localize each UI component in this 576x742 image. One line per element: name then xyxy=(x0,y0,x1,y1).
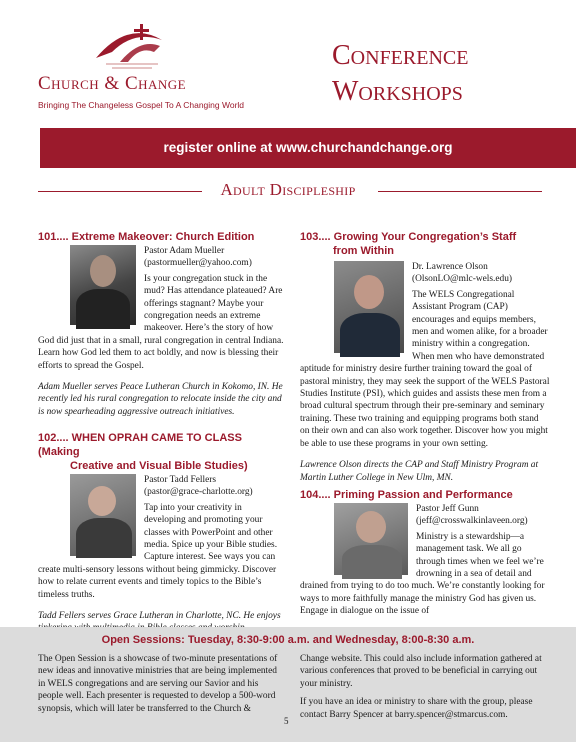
page-heading-line2: Workshops xyxy=(332,76,463,107)
presenter-bio: Tadd Fellers serves Grace Lutheran in Charlotte, NC. He enjoys xyxy=(38,611,281,622)
workshop-title-line1: 103.... Growing Your Congregation’s Staff xyxy=(300,231,517,243)
presenter-name: Pastor Jeff Gunn xyxy=(416,504,479,514)
workshop-title-line2: Creative and Visual Bible Studies) xyxy=(70,460,248,472)
section-heading: Adult Discipleship xyxy=(220,180,356,199)
workshop-description: Ministry is a stewardship—a management task. We all go through times when we feel we’re drowning in a sea of detail and drained from trying to do too much. We’re constantly looking for ways to more faithfully manage the ministry God has given us. Engage in dialogue on the issue of xyxy=(300,531,545,617)
workshop-title: 101.... Extreme Makeover: Church Edition xyxy=(38,231,255,243)
presenter-email: (jeff@crosswalkinlaveen.org) xyxy=(416,516,528,527)
open-sessions-text-right xyxy=(300,653,552,721)
presenter-email: (pastormueller@yahoo.com) xyxy=(144,258,252,269)
page-heading-line1: Conference xyxy=(332,40,469,71)
open-sessions-text-left: The Open Session is a showcase of two-minute presentations of new ideas and innovative ministries that are being implemented in WELS congregations and are serving our Savior and his people well. Each presenter is requested to develop a 500-word synopsis, which will later be transferred to the Church & xyxy=(38,654,278,714)
presenter-photo xyxy=(70,245,136,325)
workshop-title-line1: 102.... WHEN OPRAH CAME TO CLASS (Making xyxy=(38,432,242,458)
church-and-change-logo-icon xyxy=(88,18,168,75)
org-tagline: Bringing The Changeless Gospel To A Changing World xyxy=(38,100,245,110)
workshop-104 xyxy=(300,488,550,627)
workshop-102 xyxy=(38,431,284,635)
presenter-name: Dr. Lawrence Olson xyxy=(412,262,488,272)
register-banner xyxy=(40,128,576,168)
workshop-description: The WELS Congregational Assistant Program (CAP) encourages and equips members, men and women alike, for a broader ministry within a congregation. When men who have demonstrated aptitude for ministry desire further training toward the goal of pastoral ministry, they may seek the support of the WELS Pastoral Studies Institute (PSI), which guides and assists these men from a broad cultural spectrum through their pre-seminary and seminary training. These two training and equipping programs both stand on their own and can also work together. Discover how you might be able to use these programs in your own setting. xyxy=(300,289,550,449)
workshop-title-line2: from Within xyxy=(333,245,394,257)
presenter-photo xyxy=(70,474,136,556)
open-sessions-contact: If you have an idea or ministry to share with the group, please contact Barry Spencer at barry.spencer@stmarcus.com. xyxy=(300,697,533,720)
open-sessions-heading: Open Sessions: Tuesday, 8:30-9:00 a.m. and Wednesday, 8:00-8:30 a.m. xyxy=(101,634,475,646)
presenter-email: (pastor@grace-charlotte.org) xyxy=(144,487,253,498)
workshop-description: Is your congregation stuck in the mud? Has attendance plateaued? Are offerings stagnant? Maybe your congregation needs an extreme makeover. Here’s the story of how God did just that in a small, rural congregation in central Indiana. Learn how God led them to act boldly, and now is blessing their efforts to spread the Gospel. xyxy=(38,273,284,371)
workshop-description: Tap into your creativity in developing and promoting your classes with PowerPoint and other media. Spice up your Bible studies. Capture interest. See ways you can create multi-sensory lessons without being gimmicky. Discover how to relate current events and timely topics to the Bible’s timeless truths. xyxy=(38,502,278,600)
open-sessions-paragraph: Change website. This could also include information gathered at various conferences that proved to be beneficial in carrying out your ministry. xyxy=(300,654,542,689)
workshop-title: 104.... Priming Passion and Performance xyxy=(300,489,513,501)
workshop-103 xyxy=(300,230,550,484)
presenter-photo xyxy=(334,503,408,575)
presenter-name: Pastor Adam Mueller xyxy=(144,246,225,256)
org-name: Church & Change xyxy=(38,73,187,94)
register-link[interactable]: register online at www.churchandchange.org xyxy=(163,140,453,155)
presenter-bio: Adam Mueller serves Peace Lutheran Church in Kokomo, IN. He recently led his rural congregation to relocate inside the city and is now spearheading aggressive outreach initiatives. xyxy=(38,382,283,417)
presenter-email: (OlsonLO@mlc-wels.edu) xyxy=(412,274,513,285)
workshop-101 xyxy=(38,230,284,418)
presenter-name: Pastor Tadd Fellers xyxy=(144,475,217,485)
page-number: 5 xyxy=(284,716,289,726)
page-heading xyxy=(332,38,532,110)
presenter-photo xyxy=(334,261,404,353)
presenter-bio: Lawrence Olson directs the CAP and Staff Ministry Program at Martin Luther College in New Ulm, MN. xyxy=(300,460,539,483)
